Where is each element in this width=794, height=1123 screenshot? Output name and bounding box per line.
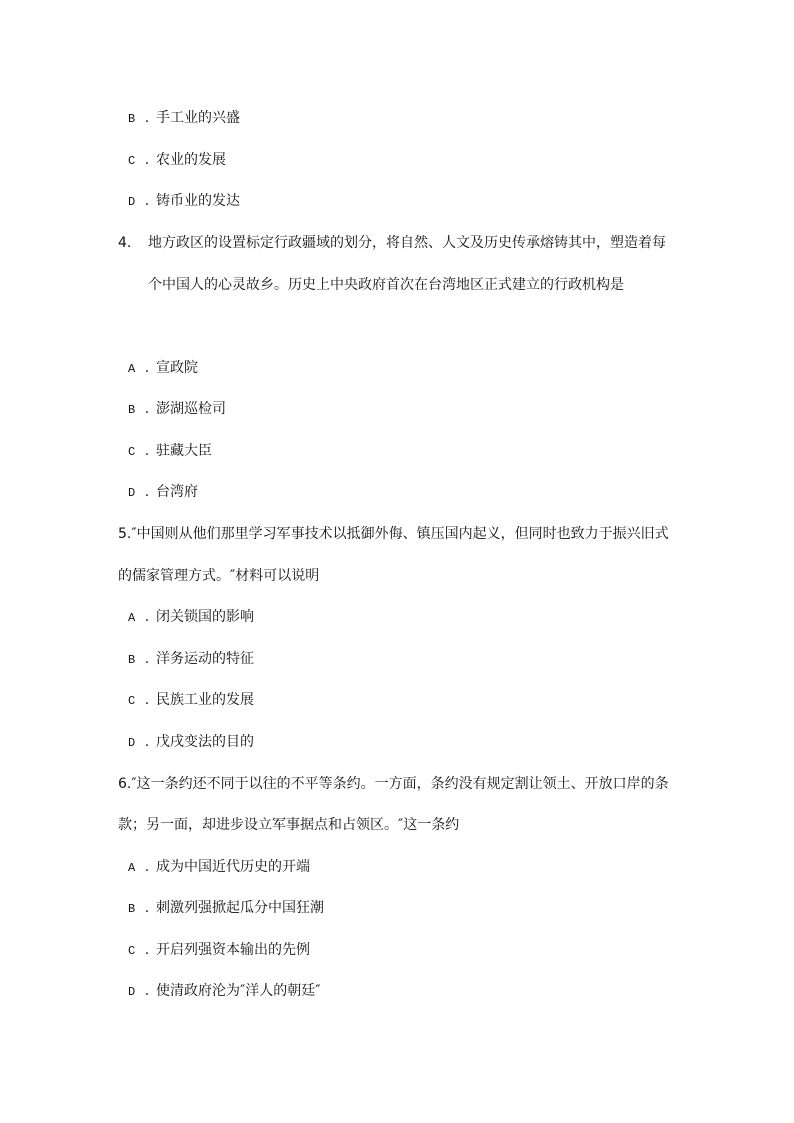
q4-stem-line1 (118, 234, 666, 252)
option-text: 手工业的兴盛 (156, 110, 240, 126)
q3-option-d (128, 192, 240, 211)
q4-option-b (128, 400, 226, 419)
q4-stem-line2: 个中国人的心灵故乡。历史上中央政府首次在台湾地区正式建立的行政机构是 (148, 277, 624, 293)
option-letter: C (128, 694, 136, 708)
option-letter: B (128, 653, 136, 667)
q5-option-a (128, 608, 254, 627)
q5-option-b (128, 650, 254, 669)
option-letter: A (128, 362, 136, 376)
q5-stem-line1: 5.″中国则从他们那里学习军事技术以抵御外侮、镇压国内起义，但同时也致力于振兴旧式 (118, 526, 669, 542)
q3-option-b (128, 109, 240, 128)
question-text: 地方政区的设置标定行政疆域的划分，将自然、人文及历史传承熔铸其中，塑造着每 (148, 235, 666, 251)
option-letter: B (128, 403, 136, 417)
option-dot: . (143, 195, 151, 209)
option-letter: D (128, 486, 136, 500)
option-text: 开启列强资本输出的先例 (156, 942, 310, 958)
q5-stem-line2: 的儒家管理方式。″材料可以说明 (118, 568, 320, 584)
option-dot: . (143, 486, 151, 500)
option-dot: . (143, 154, 151, 168)
option-text: 民族工业的发展 (156, 692, 254, 708)
option-dot: . (143, 861, 151, 875)
option-dot: . (143, 736, 151, 750)
option-text: 闭关锁国的影响 (156, 609, 254, 625)
option-letter: B (128, 112, 136, 126)
option-text: 戊戌变法的目的 (156, 734, 254, 750)
option-letter: D (128, 736, 136, 750)
option-text: 宣政院 (156, 360, 198, 376)
q6-option-d (128, 982, 320, 1001)
option-text: 洋务运动的特征 (156, 651, 254, 667)
option-text: 驻藏大臣 (156, 443, 212, 459)
option-dot: . (143, 694, 151, 708)
option-dot: . (143, 403, 151, 417)
option-dot: . (143, 944, 151, 958)
q6-stem-line1: 6.″这一条约还不同于以往的不平等条约。一方面，条约没有规定割让领土、开放口岸的条 (118, 776, 669, 792)
option-letter: C (128, 944, 136, 958)
q5-option-c (128, 691, 254, 710)
q6-option-b (128, 899, 324, 918)
option-text: 使清政府沦为″洋人的朝廷″ (156, 983, 321, 999)
q4-option-d (128, 483, 198, 502)
option-letter: A (128, 611, 136, 625)
option-text: 成为中国近代历史的开端 (156, 859, 310, 875)
q5-option-d (128, 733, 254, 752)
question-number: 4. (118, 235, 132, 251)
option-letter: C (128, 445, 136, 459)
option-dot: . (143, 611, 151, 625)
option-text: 铸币业的发达 (156, 193, 240, 209)
option-letter: C (128, 154, 136, 168)
option-letter: B (128, 902, 136, 916)
q4-option-c (128, 442, 212, 461)
option-dot: . (143, 985, 151, 999)
option-text: 台湾府 (156, 484, 198, 500)
option-text: 农业的发展 (156, 152, 226, 168)
option-letter: D (128, 195, 136, 209)
q4-option-a (128, 359, 198, 378)
q6-option-a (128, 858, 310, 877)
option-dot: . (143, 445, 151, 459)
option-dot: . (143, 902, 151, 916)
option-letter: A (128, 861, 136, 875)
option-text: 澎湖巡检司 (156, 401, 226, 417)
option-dot: . (143, 653, 151, 667)
q3-option-c (128, 151, 226, 170)
option-dot: . (143, 112, 151, 126)
option-letter: D (128, 985, 136, 999)
q6-stem-line2: 款；另一面，却进步设立军事据点和占领区。″这一条约 (118, 817, 460, 833)
option-dot: . (143, 362, 151, 376)
q6-option-c (128, 941, 310, 960)
option-text: 刺激列强掀起瓜分中国狂潮 (156, 900, 324, 916)
